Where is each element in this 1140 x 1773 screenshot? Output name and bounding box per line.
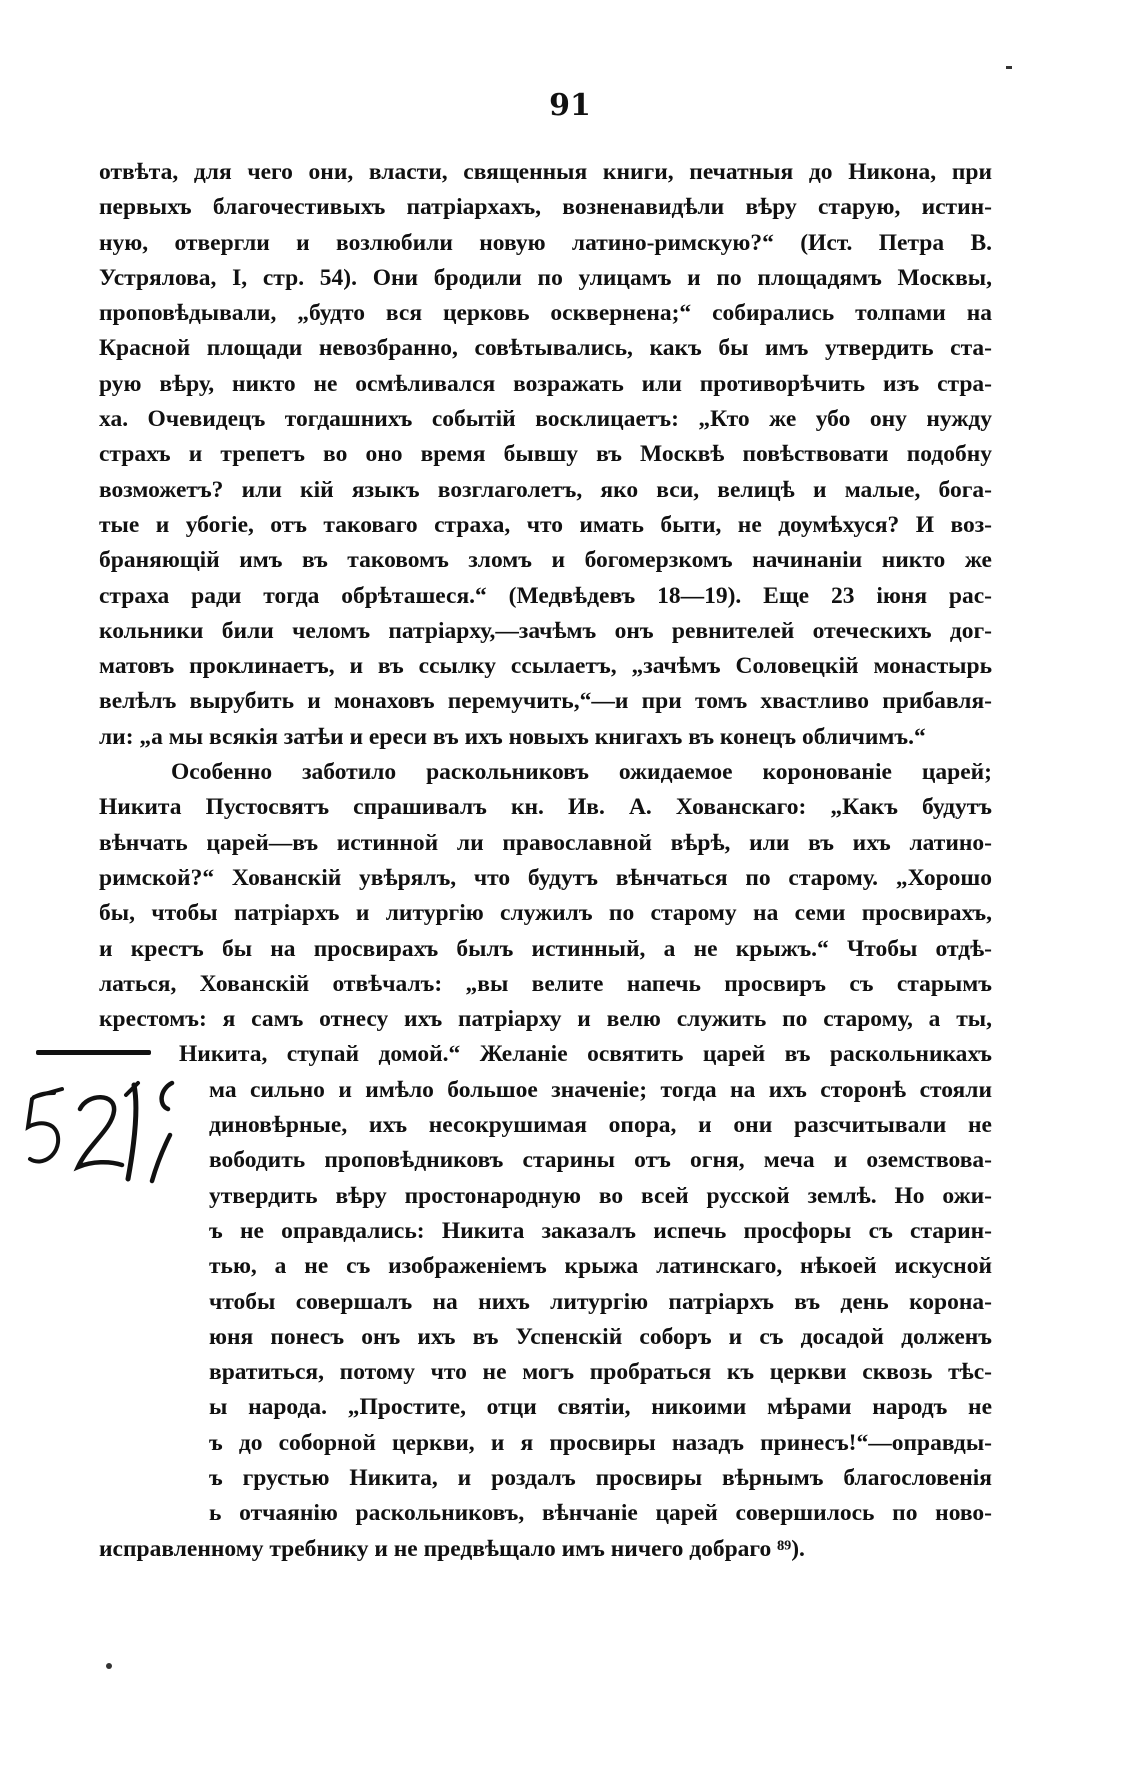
text-line: бы, чтобы патріархъ и литургію служилъ по старому на семи просвирахъ, [99,900,992,927]
text-line: исправленному требнику и не предвѣщало имъ ничего добраго ⁸⁹). [99,1535,805,1562]
text-line: ха. Очевидецъ тогдашнихъ событій восклицаетъ: „Кто же убо ону нужду [99,406,992,433]
text-line: ма сильно и имѣло большое значеніе; тогда на ихъ сторонѣ стояли [209,1076,992,1103]
body-text [99,155,992,1567]
text-line: страха ради тогда обрѣташеся.“ (Медвѣдевъ 18—19). Еще 23 іюня рас- [99,582,992,609]
text-line: римской?“ Хованскій увѣрялъ, что будутъ вѣнчаться по старому. „Хорошо [99,864,992,891]
text-line: латься, Хованскій отвѣчалъ: „вы велите напечь просвиръ съ старымъ [99,970,992,997]
text-line: вѣнчать царей—въ истинной ли православной вѣрѣ, или въ ихъ латино- [99,829,992,856]
text-line: и крестъ бы на просвирахъ былъ истинный, а не крыжъ.“ Чтобы отдѣ- [99,935,992,962]
text-line: вратиться, потому что не могъ пробраться къ церкви сквозь тѣс- [209,1359,992,1386]
text-line: тью, а не съ изображеніемъ крыжа латинскаго, нѣкоей искусной [209,1253,992,1280]
text-line: Никита, ступай домой.“ Желаніе освятить царей въ раскольникахъ [179,1041,992,1068]
text-line: матовъ проклинаетъ, и въ ссылку ссылаетъ, „зачѣмъ Соловецкій монастырь [99,653,992,680]
handwritten-margin-note [22,1075,202,1185]
text-line: велѣлъ вырубить и монаховъ перемучить,“—и при томъ хвастливо прибавля- [99,688,992,715]
text-line: Никита Пустосвятъ спрашивалъ кн. Ив. А. Хованскаго: „Какъ будутъ [99,794,992,821]
text-line: утвердить вѣру простонародную во всей русской землѣ. Но ожи- [209,1182,992,1209]
text-line: проповѣдывали, „будто вся церковь осквернена;“ собирались толпами на [99,300,992,327]
corner-speck [1006,66,1012,69]
text-line: ъ грустью Никита, и роздалъ просвиры вѣрнымъ благословенія [209,1464,992,1491]
text-line: ли: „а мы всякія затѣи и ереси въ ихъ новыхъ книгахъ въ конецъ обличимъ.“ [99,723,926,750]
text-line: диновѣрные, ихъ несокрушимая опора, и они разсчитывали не [209,1112,992,1139]
text-line: вободить проповѣдниковъ старины отъ огня, меча и оземствова- [209,1147,992,1174]
text-line: ъ до соборной церкви, и я просвиры назадъ принесъ!“—оправды- [209,1429,992,1456]
text-line: отвѣта, для чего они, власти, священныя книги, печатныя до Никона, при [99,159,992,185]
text-line: чтобы совершалъ на нихъ литургію патріархъ въ день корона- [209,1288,992,1315]
text-line: кольники били челомъ патріарху,—зачѣмъ онъ ревнителей отеческихъ дог- [99,617,992,644]
text-line: Красной площади невозбранно, совѣтывались, какъ бы имъ утвердить ста- [99,335,992,362]
text-line: юня понесъ онъ ихъ въ Успенскій соборъ и съ досадой долженъ [209,1323,992,1350]
text-line: Особенно заботило раскольниковъ ожидаемое коронованіе царей; [171,759,992,786]
text-line: тые и убогіе, отъ таковаго страха, что имать быти, не доумѣхуся? И воз- [99,511,992,538]
text-line: возможетъ? или кій языкъ возглаголетъ, яко вси, велицѣ и малые, бога- [99,476,992,503]
text-line: крестомъ: я самъ отнесу ихъ патріарху и велю служить по старому, а ты, [99,1006,992,1033]
text-line: ъ не оправдались: Никита заказалъ испечь просфоры съ старин- [209,1217,992,1244]
text-line: ь отчаянію раскольниковъ, вѣнчаніе царей совершилось по ново- [209,1500,992,1527]
text-line: рую вѣру, никто не осмѣливался возражать или противорѣчить изъ стра- [99,370,992,397]
text-line: ы народа. „Простите, отци святіи, никоими мѣрами народъ не [209,1394,992,1421]
text-line: страхъ и трепетъ во оно время бывшу въ Москвѣ повѣствовати подобну [99,441,992,468]
page-number: 91 [549,88,591,123]
text-line: ную, отвергли и возлюбили новую латино-римскую?“ (Ист. Петра В. [99,229,992,256]
text-line: Устрялова, I, стр. 54). Они бродили по улицамъ и по площадямъ Москвы, [99,264,992,291]
text-line: браняющій имъ въ таковомъ зломъ и богомерзкомъ начинаніи никто же [99,547,992,574]
text-line: первыхъ благочестивыхъ патріархахъ, возненавидѣли вѣру старую, истин- [99,194,992,221]
handwritten-number-icon [22,1075,202,1185]
stray-speck [106,1663,112,1669]
ink-stroke-mark [36,1050,151,1055]
